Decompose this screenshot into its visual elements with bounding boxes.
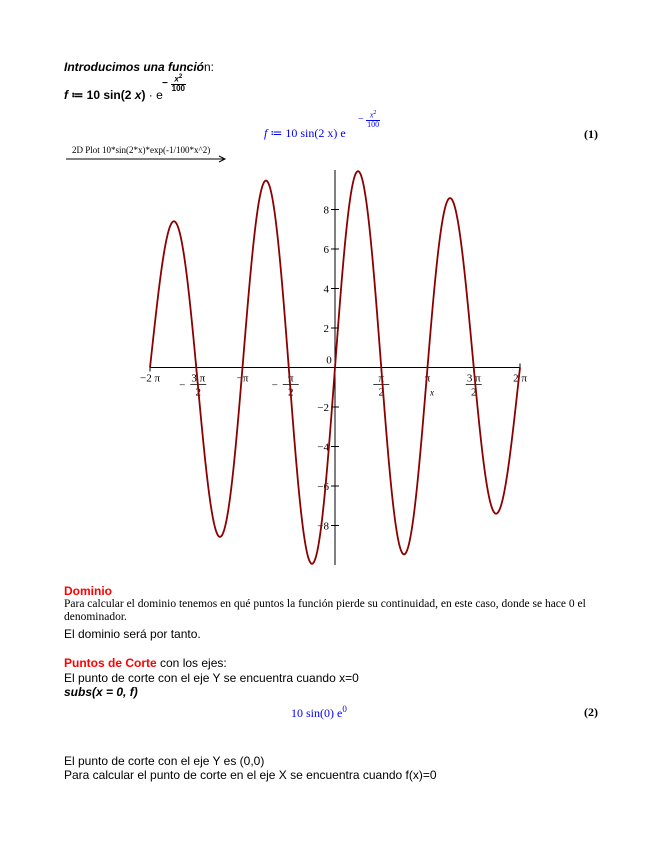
corte-heading-rest: con los ejes:	[156, 656, 227, 670]
y-tick-label: −8	[317, 520, 329, 533]
corte-heading: Puntos de Corte	[64, 656, 157, 670]
y-tick-label: 8	[323, 204, 329, 217]
x-tick-denominator: 2	[288, 386, 294, 399]
input-coef: 10	[86, 88, 101, 102]
output-exp-fraction	[366, 110, 380, 129]
x-tick-label: π	[424, 372, 431, 385]
x-tick-label: 0	[326, 354, 332, 367]
input-sin: sin	[103, 88, 121, 102]
subs-input[interactable]	[64, 685, 138, 699]
input-exp-fraction	[171, 74, 186, 93]
input-assign: ≔	[68, 88, 87, 102]
output-f: f	[264, 126, 268, 140]
function-plot[interactable]	[130, 160, 535, 580]
corte-line3: Para calcular el punto de corte en el eje X se encuentra cuando f(x)=0	[64, 768, 437, 782]
input-dot: ·	[145, 88, 157, 102]
subs-keyword: subs	[64, 685, 93, 699]
equation-label-2: (2)	[584, 705, 598, 719]
input-exp-den: 100	[171, 83, 185, 93]
intro-italic-text: Introducimos una funció	[64, 60, 204, 74]
output-exp-num-pow: 2	[373, 110, 377, 116]
x-axis-label: x	[430, 387, 434, 398]
intro-rest-text: n:	[204, 60, 215, 74]
output-exp-den: 100	[367, 119, 380, 129]
y-tick-label: 4	[323, 283, 329, 296]
output2-exp: 0	[342, 704, 347, 714]
x-tick-label: −π	[236, 372, 249, 385]
input-f: f	[64, 88, 68, 102]
y-tick-label: 2	[323, 323, 329, 335]
corte-heading-line	[64, 656, 227, 670]
x-tick-denominator: 2	[195, 386, 201, 399]
corte-line2: El punto de corte con el eje Y es (0,0)	[64, 754, 265, 768]
x-tick-denominator: 2	[471, 386, 477, 399]
x-tick-minus: −	[179, 379, 186, 392]
dominio-heading: Dominio	[64, 584, 112, 598]
input-expression-1[interactable]	[64, 88, 163, 102]
output-assign: ≔	[267, 126, 286, 140]
output2-expr: 10 sin(0) e	[291, 706, 343, 720]
y-tick-label: −2	[317, 402, 329, 414]
dominio-conclusion: El dominio será por tanto.	[64, 627, 201, 641]
y-tick-label: −4	[317, 441, 329, 454]
input-exp-minus: −	[162, 77, 168, 89]
corte-line1: El punto de corte con el eje Y se encuentra cuando x=0	[64, 671, 359, 685]
input-exponent	[162, 74, 186, 93]
dominio-paragraph: Para calcular el dominio tenemos en qué puntos la función pierde su continuidad, en este caso, donde se hace 0 el denominador.	[64, 598, 586, 623]
x-tick-minus: −	[271, 379, 278, 392]
input-x: x	[134, 88, 142, 102]
x-tick-numerator: π	[287, 372, 294, 385]
input-e: e	[156, 88, 163, 102]
x-tick-numerator: 3 π	[191, 372, 206, 385]
output-exp-minus: −	[358, 113, 364, 125]
equation-label-1: (1)	[584, 127, 598, 141]
output-expression-2	[291, 704, 347, 721]
output-exp-num-x: x	[369, 110, 374, 120]
input-exp-num-pow: 2	[178, 74, 183, 80]
output-exponent	[358, 110, 380, 129]
input-exp-num-x: x	[174, 74, 179, 84]
x-tick-denominator: 2	[378, 386, 384, 399]
y-tick-label: −6	[317, 481, 329, 493]
x-tick-numerator: 3 π	[466, 372, 481, 385]
subs-args: (x = 0, f)	[92, 685, 138, 699]
plot-arrow-label: 2D Plot 10*sin(2*x)*exp(-1/100*x^2)	[72, 145, 211, 155]
output-expr: 10 sin(2 x) e	[285, 126, 346, 140]
intro-line	[64, 60, 214, 74]
input-lp: (	[120, 88, 125, 102]
x-tick-label: 2 π	[513, 372, 527, 385]
y-tick-label: 6	[323, 244, 329, 256]
output-expression-1	[264, 126, 346, 141]
input-two: 2	[124, 88, 132, 102]
input-rp: )	[141, 88, 146, 102]
plot-ticks	[140, 205, 527, 533]
x-tick-label: −2 π	[139, 372, 161, 385]
x-tick-numerator: π	[378, 372, 385, 385]
